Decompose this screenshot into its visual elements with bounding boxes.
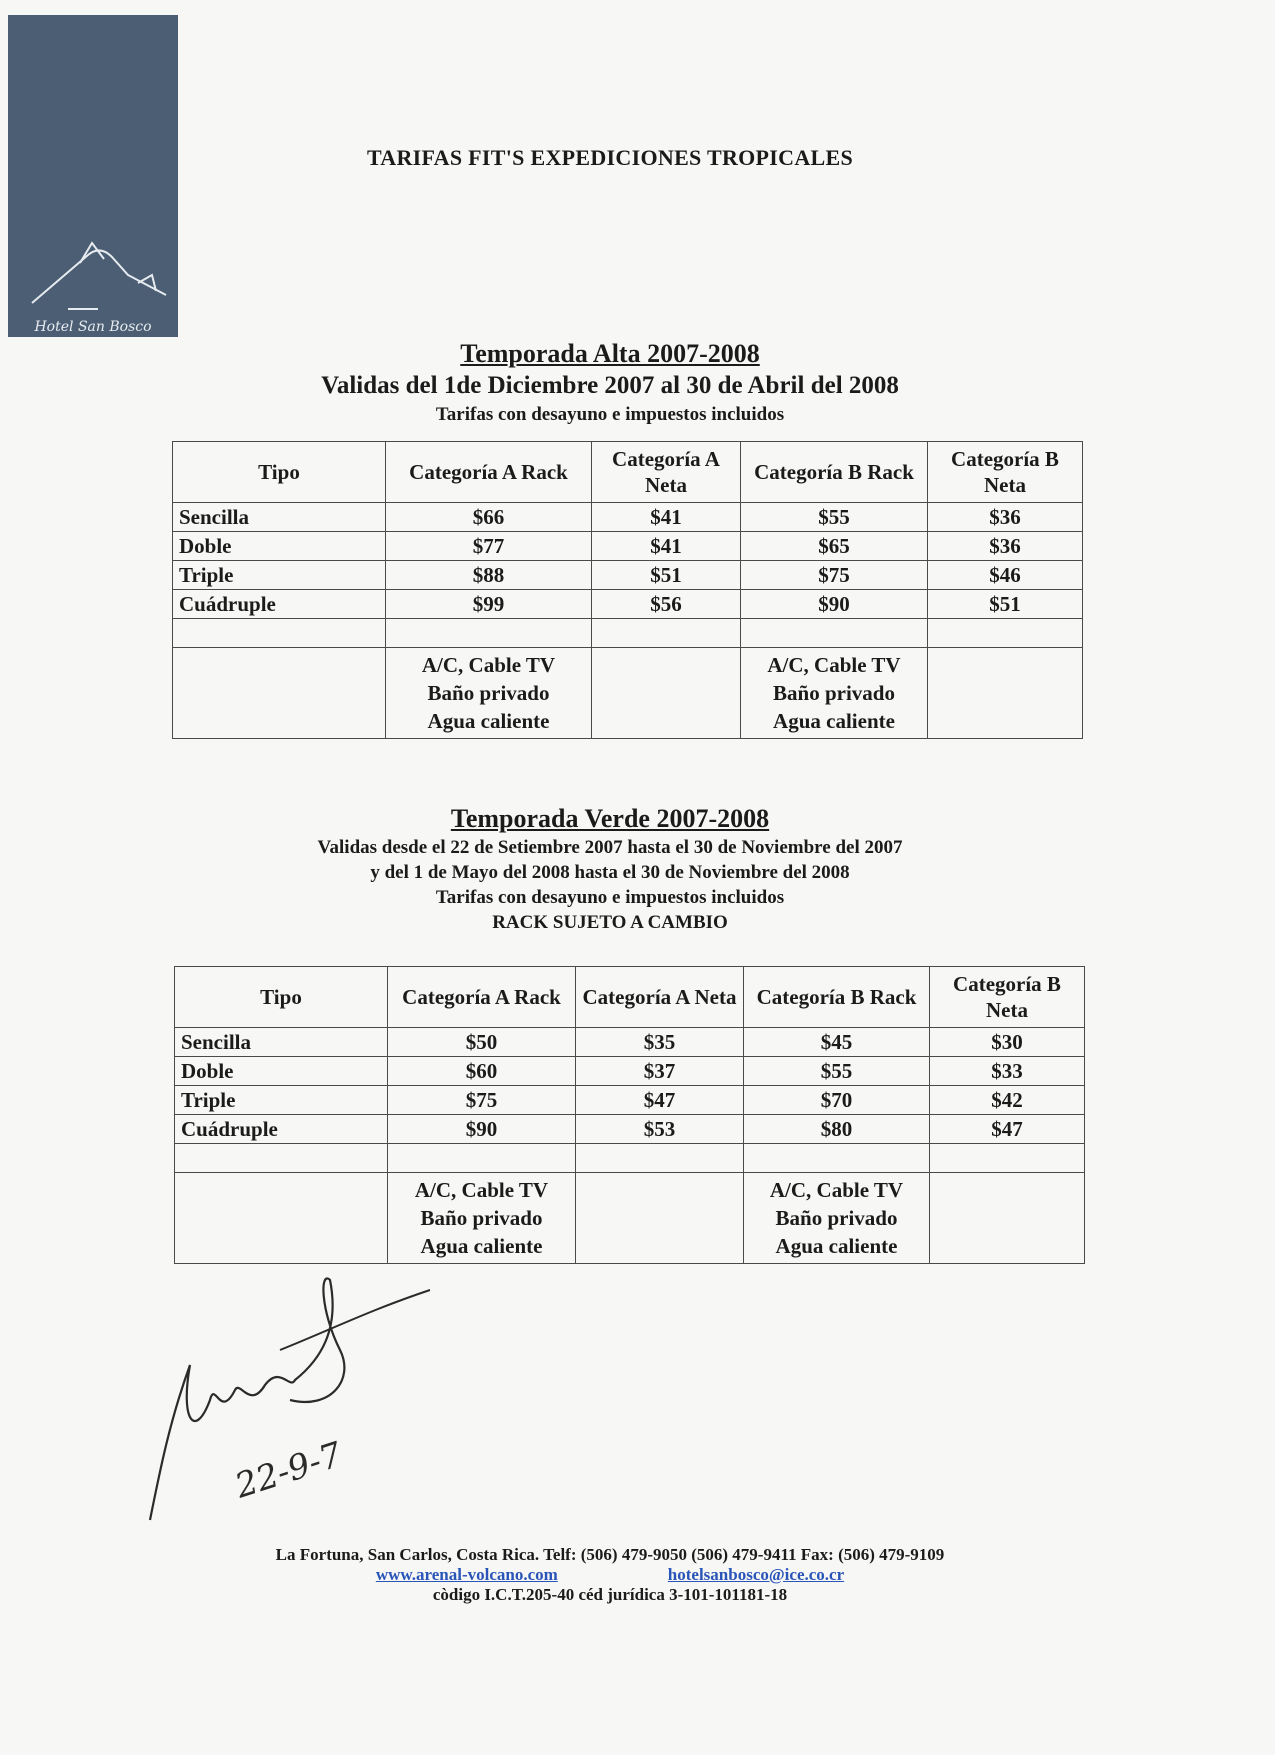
column-header: Categoría A Neta: [576, 967, 744, 1028]
table-row: [175, 1115, 1085, 1144]
table-row: [173, 590, 1083, 619]
season-validity: y del 1 de Mayo del 2008 hasta el 30 de Noviembre del 2008: [370, 862, 850, 883]
rate-cell: $90: [741, 590, 928, 619]
room-type: Sencilla: [175, 1028, 388, 1057]
rate-cell: $47: [576, 1086, 744, 1115]
amenities-row: [173, 648, 1083, 739]
table-row: [175, 1086, 1085, 1115]
rate-cell: $30: [930, 1028, 1085, 1057]
amenity-item: Baño privado: [775, 1206, 898, 1230]
season-note: Tarifas con desayuno e impuestos incluidos: [435, 404, 785, 425]
season-title: Temporada Verde 2007-2008: [450, 804, 770, 833]
rate-cell: $36: [928, 532, 1083, 561]
amenity-item: Agua caliente: [420, 1234, 543, 1258]
room-type: Cuádruple: [175, 1115, 388, 1144]
rates-table-alta: [172, 441, 1083, 739]
column-header: Categoría B Rack: [741, 442, 928, 503]
rate-cell: $55: [744, 1057, 930, 1086]
season-note: RACK SUJETO A CAMBIO: [492, 912, 728, 933]
column-header: Categoría B Neta: [928, 442, 1083, 503]
amenity-item: Agua caliente: [427, 709, 550, 733]
rate-cell: $42: [930, 1086, 1085, 1115]
amenity-item: Baño privado: [427, 681, 550, 705]
amenity-item: A/C, Cable TV: [414, 1178, 549, 1202]
rate-cell: $35: [576, 1028, 744, 1057]
table-row: [173, 503, 1083, 532]
column-header: Categoría A Neta: [592, 442, 741, 503]
amenities-cell: [741, 648, 928, 739]
amenity-item: Baño privado: [773, 681, 895, 705]
amenity-item: A/C, Cable TV: [421, 653, 556, 677]
rate-cell: $41: [592, 532, 741, 561]
rate-cell: $37: [576, 1057, 744, 1086]
rate-cell: $99: [386, 590, 592, 619]
room-type: Triple: [173, 561, 386, 590]
rate-cell: $88: [386, 561, 592, 590]
volcano-icon: [28, 225, 168, 315]
footer-links: [150, 1565, 1070, 1585]
rate-cell: $90: [388, 1115, 576, 1144]
table-row: [175, 1057, 1085, 1086]
table-row: [173, 561, 1083, 590]
amenities-cell: [386, 648, 592, 739]
rates-table-verde: [174, 966, 1085, 1264]
logo-name: Hotel San Bosco: [34, 319, 152, 335]
rate-cell: $65: [741, 532, 928, 561]
rate-cell: $51: [592, 561, 741, 590]
amenities-cell: [388, 1173, 576, 1264]
amenity-item: A/C, Cable TV: [767, 653, 901, 677]
column-header: Categoría B Rack: [744, 967, 930, 1028]
rate-cell: $41: [592, 503, 741, 532]
rate-cell: $36: [928, 503, 1083, 532]
column-header: Tipo: [175, 967, 388, 1028]
table-row-blank: [173, 619, 1083, 648]
rate-cell: $77: [386, 532, 592, 561]
amenities-cell: [744, 1173, 930, 1264]
column-header: Categoría A Rack: [388, 967, 576, 1028]
footer-address: La Fortuna, San Carlos, Costa Rica. Telf: (506) 479-9050 (506) 479-9411 Fax: (506) 479-9109: [275, 1545, 945, 1564]
rate-cell: $56: [592, 590, 741, 619]
website-link[interactable]: www.arenal-volcano.com: [375, 1565, 558, 1584]
footer: [150, 1545, 1070, 1605]
table-row-blank: [175, 1144, 1085, 1173]
amenity-item: A/C, Cable TV: [769, 1178, 904, 1202]
room-type: Cuádruple: [173, 590, 386, 619]
season-header-alta: [150, 338, 1070, 427]
column-header: Categoría B Neta: [930, 967, 1085, 1028]
room-type: Sencilla: [173, 503, 386, 532]
table-row: [175, 1028, 1085, 1057]
signature-date: 22-9-7: [230, 1434, 347, 1507]
rate-cell: $55: [741, 503, 928, 532]
season-title: Temporada Alta 2007-2008: [460, 339, 760, 368]
rate-cell: $75: [388, 1086, 576, 1115]
rate-cell: $33: [930, 1057, 1085, 1086]
column-header: Categoría A Rack: [386, 442, 592, 503]
rate-cell: $45: [744, 1028, 930, 1057]
hotel-logo: [8, 15, 178, 337]
season-validity: Validas desde el 22 de Setiembre 2007 hasta el 30 de Noviembre del 2007: [317, 837, 903, 858]
signature: [140, 1270, 460, 1530]
room-type: Doble: [175, 1057, 388, 1086]
rate-cell: $51: [928, 590, 1083, 619]
room-type: Doble: [173, 532, 386, 561]
season-note: Tarifas con desayuno e impuestos incluidos: [435, 887, 785, 908]
document-title: TARIFAS FIT'S EXPEDICIONES TROPICALES: [366, 145, 854, 170]
rate-cell: $46: [928, 561, 1083, 590]
amenity-item: Baño privado: [420, 1206, 543, 1230]
rate-cell: $70: [744, 1086, 930, 1115]
rate-cell: $60: [388, 1057, 576, 1086]
amenities-row: [175, 1173, 1085, 1264]
season-header-verde: [150, 803, 1070, 935]
rate-cell: $50: [388, 1028, 576, 1057]
rate-cell: $75: [741, 561, 928, 590]
column-header: Tipo: [173, 442, 386, 503]
season-validity: Validas del 1de Diciembre 2007 al 30 de Abril del 2008: [321, 372, 899, 399]
rate-cell: $80: [744, 1115, 930, 1144]
email-link[interactable]: hotelsanbosco@ice.co.cr: [667, 1565, 845, 1584]
table-row: [173, 532, 1083, 561]
footer-legal: còdigo I.C.T.205-40 céd jurídica 3-101-101181-18: [432, 1585, 788, 1604]
rate-cell: $53: [576, 1115, 744, 1144]
amenity-item: Agua caliente: [773, 709, 895, 733]
table-header-row: [173, 442, 1083, 503]
table-header-row: [175, 967, 1085, 1028]
rate-cell: $66: [386, 503, 592, 532]
room-type: Triple: [175, 1086, 388, 1115]
amenity-item: Agua caliente: [775, 1234, 898, 1258]
rate-cell: $47: [930, 1115, 1085, 1144]
